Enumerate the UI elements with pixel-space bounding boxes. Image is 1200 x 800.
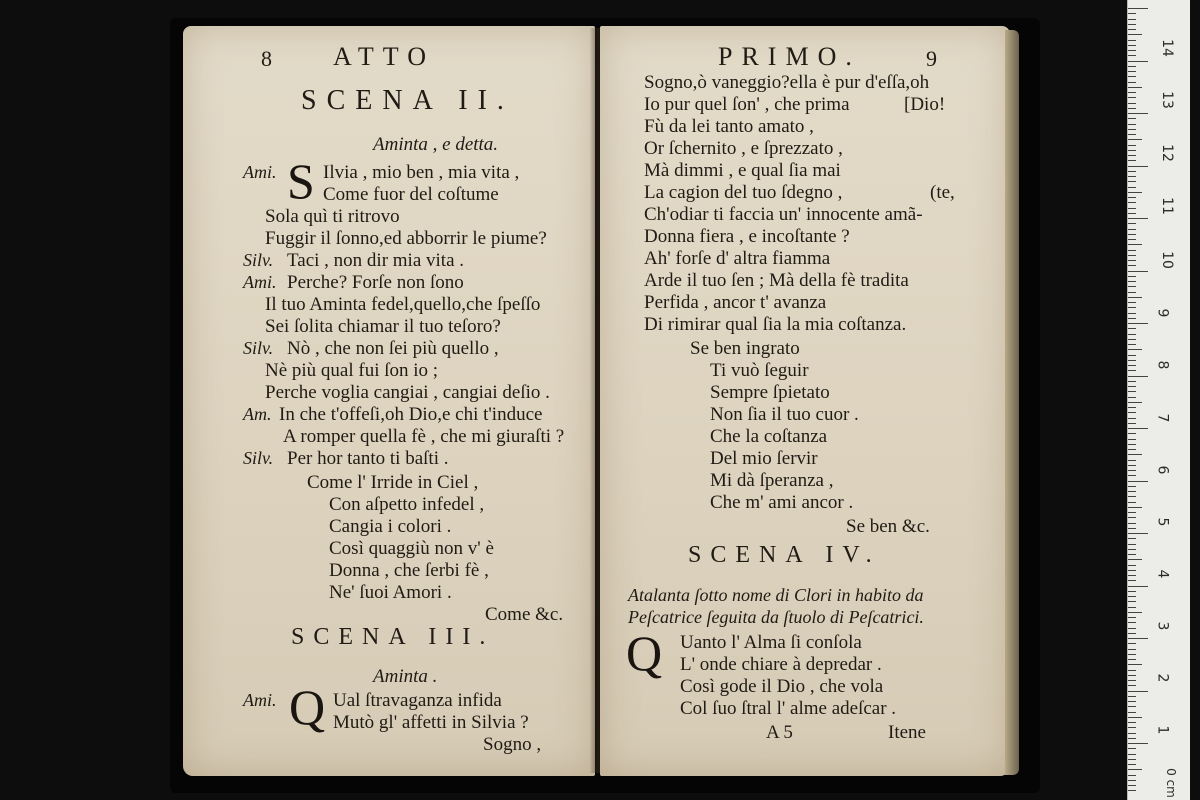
ruler-number: 7 bbox=[1154, 413, 1171, 423]
ruler-tick bbox=[1128, 76, 1136, 77]
song-line: Sempre ſpietato bbox=[710, 382, 830, 403]
ruler-tick bbox=[1128, 8, 1148, 9]
ruler-tick bbox=[1128, 423, 1136, 424]
ruler-tick bbox=[1128, 743, 1148, 744]
ruler-tick bbox=[1128, 208, 1136, 209]
ruler-tick bbox=[1128, 202, 1136, 203]
ruler-number: 6 bbox=[1154, 465, 1171, 475]
ruler-tick bbox=[1128, 223, 1136, 224]
ruler-tick bbox=[1128, 402, 1142, 403]
ruler-tick bbox=[1128, 722, 1136, 723]
ruler-tick bbox=[1128, 113, 1148, 114]
text-line: Mà dimmi , e qual ſia mai bbox=[644, 160, 841, 181]
text-line: Fù da lei tanto amato , bbox=[644, 116, 814, 137]
ruler-tick bbox=[1128, 50, 1136, 51]
text-line: Sogno,ò vaneggio?ella è pur d'eſſa,oh bbox=[644, 72, 930, 93]
ruler-tick bbox=[1128, 496, 1136, 497]
scene-iv-characters: Atalanta ſotto nome di Clori in habito da bbox=[628, 585, 924, 605]
ruler-tick bbox=[1128, 244, 1142, 245]
ruler-tick bbox=[1128, 234, 1136, 235]
ruler-tick bbox=[1128, 538, 1136, 539]
ruler-tick bbox=[1128, 381, 1136, 382]
text-line: La cagion del tuo ſdegno , bbox=[644, 182, 843, 203]
ruler-tick bbox=[1128, 124, 1136, 125]
song-end: Se ben &c. bbox=[846, 516, 930, 537]
text-line: Taci , non dir mia vita . bbox=[287, 250, 465, 271]
ruler-tick bbox=[1128, 491, 1136, 492]
ruler-tick bbox=[1128, 601, 1136, 602]
text-line: Di rimirar qual ſia la mia coſtanza. bbox=[644, 314, 907, 335]
ruler-tick bbox=[1128, 528, 1136, 529]
ruler-tick bbox=[1128, 622, 1136, 623]
turnover-dio: [Dio! bbox=[904, 94, 946, 115]
text-line: Sola quì ti ritrovo bbox=[265, 206, 400, 227]
ruler-tick bbox=[1128, 197, 1136, 198]
ruler-tick bbox=[1128, 759, 1136, 760]
ruler-tick bbox=[1128, 150, 1136, 151]
ruler-tick bbox=[1128, 313, 1136, 314]
ruler-tick bbox=[1128, 775, 1136, 776]
ruler-tick bbox=[1128, 360, 1136, 361]
scene-title-iv: SCENA IV. bbox=[688, 542, 881, 568]
ruler-tick bbox=[1128, 596, 1136, 597]
ruler-tick bbox=[1128, 706, 1136, 707]
ruler-tick bbox=[1128, 29, 1136, 30]
ruler-tick bbox=[1128, 454, 1142, 455]
speaker-label: Ami. bbox=[243, 162, 277, 182]
song-line: Con aſpetto infedel , bbox=[329, 494, 485, 515]
ruler-tick bbox=[1128, 229, 1136, 230]
ruler-tick bbox=[1128, 328, 1136, 329]
ruler-tick bbox=[1128, 675, 1136, 676]
ruler-number: 13 bbox=[1158, 91, 1175, 109]
ruler-tick bbox=[1128, 250, 1136, 251]
text-line: Per hor tanto ti baſti . bbox=[287, 448, 449, 469]
turnover-te: (te, bbox=[930, 182, 955, 203]
ruler-tick bbox=[1128, 376, 1148, 377]
ruler-tick bbox=[1128, 292, 1136, 293]
ruler-tick bbox=[1128, 40, 1136, 41]
song-line: Ne' ſuoi Amori . bbox=[329, 582, 452, 603]
ruler-tick bbox=[1128, 192, 1142, 193]
ruler-tick bbox=[1128, 754, 1136, 755]
ruler-number: 12 bbox=[1158, 144, 1175, 162]
ruler-number: 1 bbox=[1154, 725, 1171, 735]
ruler-tick bbox=[1128, 407, 1136, 408]
ruler-tick bbox=[1128, 439, 1136, 440]
dropcap-s: S bbox=[287, 153, 315, 209]
ruler-number: 10 bbox=[1158, 251, 1175, 269]
text-line: Nò , che non ſei più quello , bbox=[287, 338, 499, 359]
text-line: Fuggir il ſonno,ed abborrir le piume? bbox=[265, 228, 547, 249]
ruler-tick bbox=[1128, 265, 1136, 266]
text-line: Ilvia , mio ben , mia vita , bbox=[323, 162, 520, 183]
text-line: Io pur quel ſon' , che prima bbox=[644, 94, 850, 115]
ruler-tick bbox=[1128, 34, 1142, 35]
ruler-tick bbox=[1128, 748, 1136, 749]
ruler-tick bbox=[1128, 271, 1148, 272]
ruler-tick bbox=[1128, 481, 1148, 482]
ruler-tick bbox=[1128, 554, 1136, 555]
ruler-tick bbox=[1128, 549, 1136, 550]
ruler-tick bbox=[1128, 502, 1136, 503]
ruler-tick bbox=[1128, 160, 1136, 161]
ruler-tick bbox=[1128, 444, 1136, 445]
ruler-number: 9 bbox=[1154, 308, 1171, 318]
ruler-tick bbox=[1128, 286, 1136, 287]
ruler-tick bbox=[1128, 691, 1148, 692]
ruler-tick bbox=[1128, 591, 1136, 592]
song-line: Del mio ſervir bbox=[710, 448, 818, 469]
ruler-tick bbox=[1128, 664, 1142, 665]
song-line: Mi dà ſperanza , bbox=[710, 470, 834, 491]
song-line: Che m' ami ancor . bbox=[710, 492, 854, 513]
ruler-tick bbox=[1128, 575, 1136, 576]
speaker-label: Silv. bbox=[243, 448, 274, 468]
ruler-tick bbox=[1128, 628, 1136, 629]
ruler-tick bbox=[1128, 24, 1136, 25]
ruler-tick bbox=[1128, 412, 1136, 413]
text-line: Ah' forſe d' altra fiamma bbox=[644, 248, 831, 269]
ruler-number: 5 bbox=[1154, 517, 1171, 527]
ruler-tick bbox=[1128, 449, 1136, 450]
running-head-atto: ATTO bbox=[333, 42, 435, 71]
ruler-tick bbox=[1128, 103, 1136, 104]
ruler-tick bbox=[1128, 433, 1136, 434]
scene-title-ii: SCENA II. bbox=[301, 85, 514, 116]
ruler-tick bbox=[1128, 565, 1136, 566]
text-line: Col ſuo ſtral l' alme adeſcar . bbox=[680, 698, 897, 719]
right-page-number: 9 bbox=[926, 46, 937, 71]
ruler-tick bbox=[1128, 307, 1136, 308]
song-line: Donna , che ſerbi fè , bbox=[329, 560, 489, 581]
ruler-unit: 0 cm bbox=[1163, 768, 1178, 798]
left-page-number: 8 bbox=[261, 46, 272, 71]
ruler-tick bbox=[1128, 213, 1136, 214]
text-line: Perfida , ancor t' avanza bbox=[644, 292, 827, 313]
song-line: Che la coſtanza bbox=[710, 426, 828, 447]
text-line: Ual ſtravaganza infida bbox=[333, 690, 502, 711]
text-line: Nè più qual fui ſon io ; bbox=[265, 360, 439, 381]
ruler-tick bbox=[1128, 145, 1136, 146]
ruler-tick bbox=[1128, 365, 1136, 366]
speaker-label: Ami. bbox=[243, 690, 277, 710]
ruler-tick bbox=[1128, 654, 1136, 655]
speaker-label: Silv. bbox=[243, 338, 274, 358]
ruler-tick bbox=[1128, 302, 1136, 303]
running-head-primo: PRIMO. bbox=[718, 42, 861, 71]
ruler-tick bbox=[1128, 785, 1136, 786]
ruler-tick bbox=[1128, 176, 1136, 177]
ruler-tick bbox=[1128, 87, 1142, 88]
dropcap-q: Q bbox=[289, 679, 326, 735]
ruler-tick bbox=[1128, 386, 1136, 387]
ruler-tick bbox=[1128, 670, 1136, 671]
ruler-tick bbox=[1128, 82, 1136, 83]
ruler-tick bbox=[1128, 780, 1136, 781]
ruler-tick bbox=[1128, 118, 1136, 119]
ruler-tick bbox=[1128, 260, 1136, 261]
ruler-tick bbox=[1128, 696, 1136, 697]
catchword-right: Itene bbox=[888, 722, 926, 743]
ruler-tick bbox=[1128, 685, 1136, 686]
ruler-number: 11 bbox=[1158, 197, 1175, 215]
ruler-tick bbox=[1128, 428, 1148, 429]
ruler-tick bbox=[1128, 659, 1136, 660]
ruler-tick bbox=[1128, 617, 1136, 618]
ruler-tick bbox=[1128, 281, 1136, 282]
text-line: Così gode il Dio , che vola bbox=[680, 676, 884, 697]
ruler-tick bbox=[1128, 155, 1136, 156]
ruler-tick bbox=[1128, 544, 1136, 545]
ruler-tick bbox=[1128, 297, 1142, 298]
ruler-tick bbox=[1128, 733, 1136, 734]
ruler-tick bbox=[1128, 391, 1136, 392]
ruler-tick bbox=[1128, 276, 1136, 277]
speaker-label: Am. bbox=[243, 404, 272, 424]
ruler-tick bbox=[1128, 61, 1148, 62]
ruler-tick bbox=[1128, 349, 1142, 350]
ruler-tick bbox=[1128, 712, 1136, 713]
ruler-tick bbox=[1128, 738, 1136, 739]
song-line: Se ben ingrato bbox=[690, 338, 800, 359]
ruler-tick bbox=[1128, 187, 1136, 188]
ruler-tick bbox=[1128, 790, 1136, 791]
text-line: Sei ſolita chiamar il tuo teſoro? bbox=[265, 316, 501, 337]
ruler-tick bbox=[1128, 418, 1136, 419]
ruler-tick bbox=[1128, 523, 1136, 524]
ruler-tick bbox=[1128, 680, 1136, 681]
ruler-tick bbox=[1128, 580, 1136, 581]
ruler-tick bbox=[1128, 507, 1142, 508]
text-line: Donna fiera , e incoſtante ? bbox=[644, 226, 850, 247]
ruler-tick bbox=[1128, 570, 1136, 571]
song-line: Ti vuò ſeguir bbox=[710, 360, 809, 381]
speaker-label: Silv. bbox=[243, 250, 274, 270]
ruler-tick bbox=[1128, 612, 1142, 613]
text-line: Mutò gl' affetti in Silvia ? bbox=[333, 712, 529, 733]
ruler-tick bbox=[1128, 239, 1136, 240]
ruler-tick bbox=[1128, 559, 1142, 560]
ruler-tick bbox=[1128, 727, 1136, 728]
ruler-tick bbox=[1128, 323, 1148, 324]
speaker-label: Ami. bbox=[243, 272, 277, 292]
text-line: Perche? Forſe non ſono bbox=[287, 272, 464, 293]
dropcap-q: Q bbox=[626, 625, 663, 681]
ruler-tick bbox=[1128, 717, 1142, 718]
ruler-tick bbox=[1128, 460, 1136, 461]
ruler-tick bbox=[1128, 92, 1136, 93]
ruler-tick bbox=[1128, 334, 1136, 335]
ruler-tick bbox=[1128, 97, 1136, 98]
ruler-tick bbox=[1128, 66, 1136, 67]
ruler-tick bbox=[1128, 134, 1136, 135]
ruler-tick bbox=[1128, 643, 1136, 644]
ruler-tick bbox=[1128, 633, 1136, 634]
song-line: Così quaggiù non v' è bbox=[329, 538, 494, 559]
ruler-tick bbox=[1128, 465, 1136, 466]
ruler-tick bbox=[1128, 486, 1136, 487]
song-line: Come l' Irride in Ciel , bbox=[307, 472, 479, 493]
scene-title-iii: SCENA III. bbox=[291, 624, 495, 650]
text-line: L' onde chiare à depredar . bbox=[680, 654, 882, 675]
text-line: Or ſchernito , e ſprezzato , bbox=[644, 138, 843, 159]
signature-mark: A 5 bbox=[766, 722, 793, 743]
page-edges bbox=[1005, 30, 1019, 775]
catchword-left: Sogno , bbox=[483, 734, 542, 755]
scene-iv-characters: Peſcatrice ſeguita da ſtuolo di Peſcatrici. bbox=[628, 607, 924, 627]
ruler-tick bbox=[1128, 45, 1136, 46]
ruler-tick bbox=[1128, 129, 1136, 130]
ruler-tick bbox=[1128, 255, 1136, 256]
ruler-tick bbox=[1128, 339, 1136, 340]
ruler-tick bbox=[1128, 318, 1136, 319]
ruler-tick bbox=[1128, 470, 1136, 471]
ruler-tick bbox=[1128, 344, 1136, 345]
ruler-tick bbox=[1128, 649, 1136, 650]
song-line: Non ſia il tuo cuor . bbox=[710, 404, 859, 425]
ruler-tick bbox=[1128, 517, 1136, 518]
ruler-tick bbox=[1128, 512, 1136, 513]
ruler-number: 14 bbox=[1158, 39, 1175, 57]
ruler-tick bbox=[1128, 475, 1136, 476]
ruler-number: 4 bbox=[1154, 569, 1171, 579]
text-line: Come fuor del coſtume bbox=[323, 184, 499, 205]
ruler-tick bbox=[1128, 13, 1136, 14]
ruler-tick bbox=[1128, 764, 1136, 765]
ruler-tick bbox=[1128, 55, 1136, 56]
ruler-tick bbox=[1128, 370, 1136, 371]
ruler-number: 3 bbox=[1154, 621, 1171, 631]
ruler-tick bbox=[1128, 108, 1136, 109]
scene-ii-characters: Aminta , e detta. bbox=[373, 134, 499, 155]
ruler-tick bbox=[1128, 166, 1148, 167]
ruler-tick bbox=[1128, 19, 1136, 20]
measurement-ruler bbox=[1127, 0, 1190, 800]
ruler-tick bbox=[1128, 139, 1142, 140]
ruler-tick bbox=[1128, 171, 1136, 172]
scene-iii-characters: Aminta . bbox=[373, 666, 438, 687]
song-end: Come &c. bbox=[485, 604, 564, 625]
ruler-tick bbox=[1128, 533, 1148, 534]
song-line: Cangia i colori . bbox=[329, 516, 452, 537]
left-page bbox=[183, 26, 595, 776]
ruler-tick bbox=[1128, 769, 1142, 770]
ruler-tick bbox=[1128, 701, 1136, 702]
ruler-tick bbox=[1128, 181, 1136, 182]
ruler-tick bbox=[1128, 397, 1136, 398]
text-line: In che t'offeſi,oh Dio,e chi t'induce bbox=[279, 404, 543, 425]
text-line: Perche voglia cangiai , cangiai deſio . bbox=[265, 382, 550, 403]
ruler-tick bbox=[1128, 607, 1136, 608]
ruler-tick bbox=[1128, 638, 1148, 639]
text-line: Uanto l' Alma ſi conſola bbox=[680, 632, 862, 653]
text-line: Il tuo Aminta fedel,quello,che ſpeſſo bbox=[265, 294, 541, 315]
ruler-tick bbox=[1128, 71, 1136, 72]
ruler-tick bbox=[1128, 355, 1136, 356]
text-line: Arde il tuo ſen ; Mà della fè tradita bbox=[644, 270, 909, 291]
text-line: A romper quella fè , che mi giuraſti ? bbox=[283, 426, 565, 447]
ruler-tick bbox=[1128, 586, 1148, 587]
right-page bbox=[600, 26, 1010, 776]
ruler-number: 2 bbox=[1154, 673, 1171, 683]
text-line: Ch'odiar ti faccia un' innocente amã- bbox=[644, 204, 923, 225]
ruler-tick bbox=[1128, 218, 1148, 219]
ruler-number: 8 bbox=[1154, 360, 1171, 370]
